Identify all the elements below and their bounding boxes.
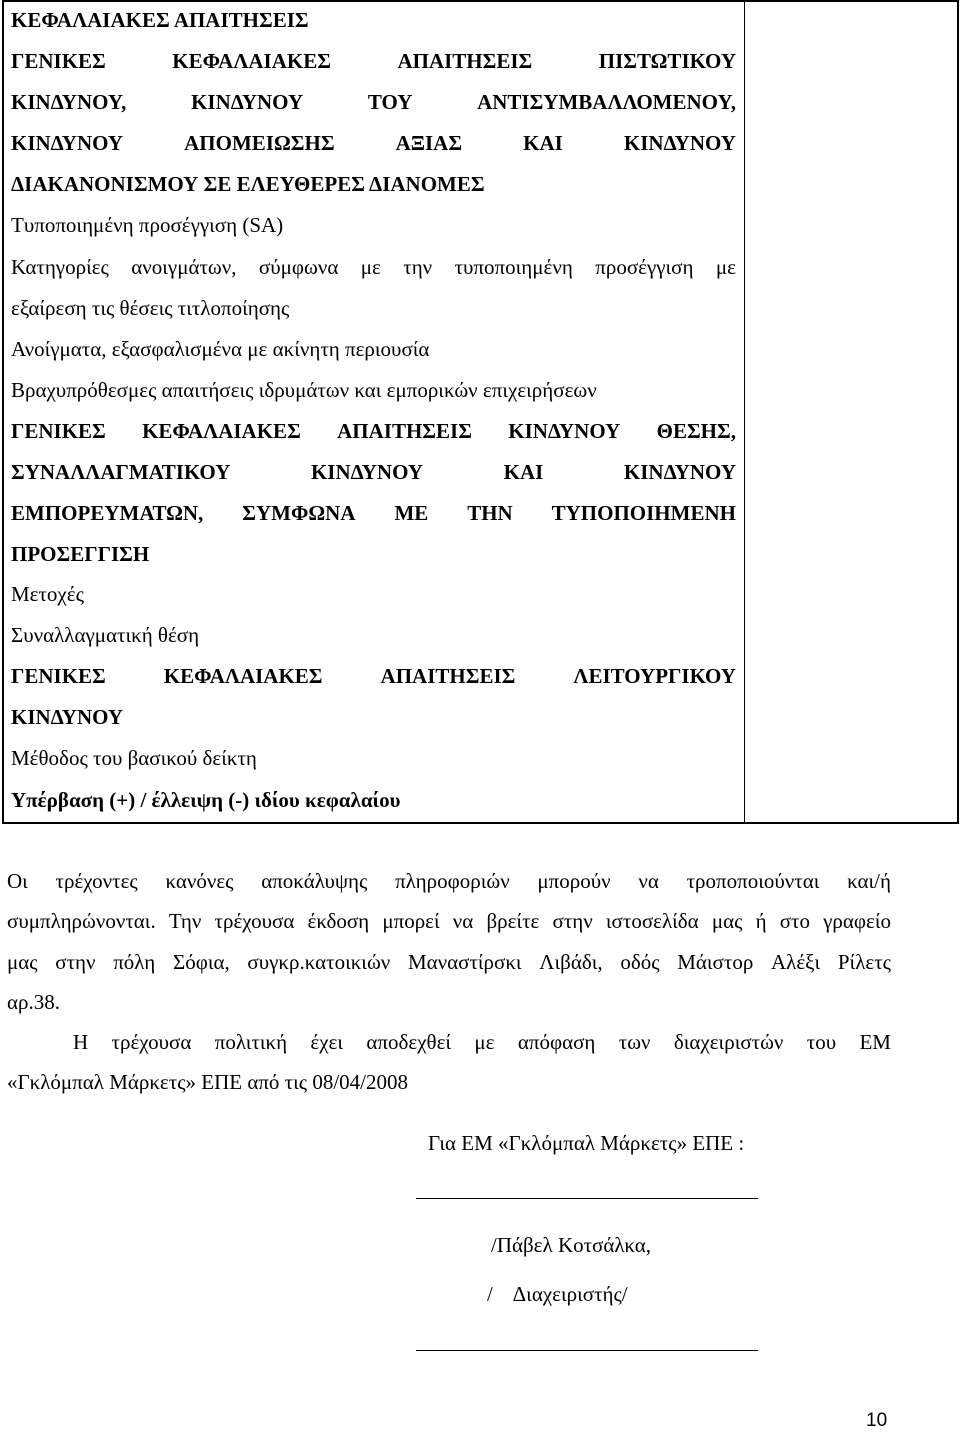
table-row-6: Τυποποιημένη προσέγγιση (SA): [11, 213, 284, 237]
table-row-7: [11, 255, 736, 279]
table-row-word: την: [403, 255, 433, 279]
footer-word: συμπληρώνονται.: [7, 909, 156, 933]
table-row-11: [11, 419, 736, 443]
table-row-word: ανοιγμάτων,: [131, 255, 237, 279]
table-row-word: με: [360, 255, 381, 279]
table-row-word: ΠΙΣΤΩΤΙΚΟΥ: [598, 49, 736, 73]
table-row-word: ΓΕΝΙΚΕΣ: [11, 419, 106, 443]
footer-word: Την: [168, 909, 202, 933]
table-row-16: Συναλλαγματική θέση: [11, 623, 200, 647]
table-column-divider: [744, 2, 745, 822]
footer-word: Αλέξι: [771, 950, 821, 974]
table-row-word: ΣΥΝΑΛΛΑΓΜΑΤΙΚΟΥ: [11, 460, 231, 484]
signatory-role: / Διαχειριστής/: [487, 1282, 628, 1306]
footer-word: γραφείο: [823, 909, 891, 933]
table-row-1: ΚΕΦΑΛΑΙΑΚΕΣ ΑΠΑΙΤΗΣΕΙΣ: [11, 8, 309, 32]
footer-word: μπορεί: [382, 909, 440, 933]
table-row-10: Βραχυπρόθεσμες απαιτήσεις ιδρυμάτων και εμπορικών επιχειρήσεων: [11, 378, 597, 402]
footer-word: διαχειριστών: [673, 1030, 784, 1054]
footer-para1-line1: [7, 869, 891, 893]
table-row-word: ΚΑΙ: [503, 460, 544, 484]
table-row-word: ΚΙΝΔΥΝΟΥ: [11, 131, 124, 155]
footer-word: πολιτική: [214, 1030, 288, 1054]
footer-word: πόλη: [113, 950, 156, 974]
footer-word: του: [806, 1030, 837, 1054]
table-row-word: ΑΠΑΙΤΗΣΕΙΣ: [397, 49, 533, 73]
footer-word: Η: [73, 1030, 89, 1054]
table-row-word: ΑΠΟΜΕΙΩΣΗΣ: [184, 131, 335, 155]
table-row-3: [11, 90, 736, 114]
footer-word: με: [474, 1030, 495, 1054]
footer-word: βρείτε: [486, 909, 540, 933]
table-row-word: ΛΕΙΤΟΥΡΓΙΚΟΥ: [573, 664, 736, 688]
table-row-word: ΚΕΦΑΛΑΙΑΚΕΣ: [142, 419, 301, 443]
table-row-word: ΘΕΣΗΣ,: [656, 419, 736, 443]
table-row-word: ΜΕ: [394, 501, 429, 525]
table-row-20: Υπέρβαση (+) / έλλειψη (-) ιδίου κεφαλαίου: [11, 788, 401, 812]
footer-word: να: [638, 869, 659, 893]
footer-word: τροποποιούνται: [686, 869, 820, 893]
footer-word: τρέχουσα: [214, 909, 295, 933]
table-row-word: ΤΗΝ: [467, 501, 513, 525]
table-row-word: με: [715, 255, 736, 279]
table-row-word: ΑΠΑΙΤΗΣΕΙΣ: [337, 419, 472, 443]
page-number: 10: [866, 1410, 888, 1431]
footer-word: τρέχουσα: [111, 1030, 192, 1054]
footer-para2-line2: «Γκλόμπαλ Μάρκετς» ΕΠΕ από τις 08/04/2008: [7, 1070, 409, 1094]
footer-word: μας: [7, 950, 38, 974]
footer-para2-line1: [73, 1030, 891, 1054]
footer-word: των: [618, 1030, 651, 1054]
table-row-word: ΓΕΝΙΚΕΣ: [11, 664, 106, 688]
table-row-8: εξαίρεση τις θέσεις τιτλοποίησης: [11, 296, 290, 320]
signatory-name: /Πάβελ Κοτσάλκα,: [491, 1233, 652, 1257]
table-row-word: προσέγγιση: [595, 255, 694, 279]
footer-word: Μαναστίρσκι: [407, 950, 522, 974]
capital-requirements-table: [2, 0, 959, 824]
table-row-word: ΚΙΝΔΥΝΟΥ: [191, 90, 304, 114]
footer-word: κανόνες: [165, 869, 234, 893]
footer-word: μας: [711, 909, 743, 933]
table-row-word: ΚΙΝΔΥΝΟΥ: [508, 419, 621, 443]
table-row-word: σύμφωνα: [258, 255, 339, 279]
table-row-12: [11, 460, 736, 484]
table-row-word: ΤΥΠΟΠΟΙΗΜΕΝΗ: [551, 501, 736, 525]
footer-word: τρέχοντες: [55, 869, 138, 893]
footer-word: ιστοσελίδα: [605, 909, 699, 933]
table-row-word: ΑΠΑΙΤΗΣΕΙΣ: [380, 664, 516, 688]
footer-word: πληροφοριών: [395, 869, 510, 893]
footer-word: οδός: [620, 950, 660, 974]
footer-word: απόφαση: [517, 1030, 596, 1054]
footer-word: στην: [55, 950, 96, 974]
table-row-word: ΚΙΝΔΥΝΟΥ: [310, 460, 424, 484]
footer-word: να: [452, 909, 474, 933]
signature-line-bottom: [416, 1350, 758, 1351]
table-row-2: [11, 49, 736, 73]
footer-word: ή: [755, 909, 767, 933]
table-row-4: [11, 131, 736, 155]
table-row-14: ΠΡΟΣΕΓΓΙΣΗ: [11, 542, 150, 566]
footer-word: ΕΜ: [859, 1030, 891, 1054]
footer-word: Μάιστορ: [677, 950, 754, 974]
table-row-word: τυποποιημένη: [454, 255, 573, 279]
footer-word: έχει: [310, 1030, 344, 1054]
table-row-word: ΚΙΝΔΥΝΟΥ: [623, 131, 736, 155]
table-row-19: Μέθοδος του βασικού δείκτη: [11, 746, 257, 770]
footer-word: αποδεχθεί: [366, 1030, 452, 1054]
table-row-word: ΚΙΝΔΥΝΟΥ: [623, 460, 736, 484]
signature-line-top: [416, 1198, 758, 1199]
table-row-word: ΕΜΠΟΡΕΥΜΑΤΩΝ,: [11, 501, 204, 525]
table-row-word: ΚΕΦΑΛΑΙΑΚΕΣ: [172, 49, 331, 73]
footer-word: συγκρ.κατοικιών: [247, 950, 391, 974]
footer-word: Ρίλετς: [837, 950, 891, 974]
table-row-word: ΚΙΝΔΥΝΟΥ,: [11, 90, 127, 114]
footer-para1-line2: [7, 909, 891, 933]
signature-for-line: Για ΕΜ «Γκλόμπαλ Μάρκετς» ΕΠΕ :: [428, 1131, 745, 1155]
table-row-17: [11, 664, 736, 688]
table-row-18: ΚΙΝΔΥΝΟΥ: [11, 705, 124, 729]
table-row-word: ΑΞΙΑΣ: [395, 131, 463, 155]
footer-word: στην: [552, 909, 593, 933]
footer-word: Σόφια,: [172, 950, 230, 974]
table-row-word: ΤΟΥ: [367, 90, 413, 114]
footer-word: και/ή: [847, 869, 891, 893]
table-row-word: ΚΕΦΑΛΑΙΑΚΕΣ: [163, 664, 323, 688]
footer-word: αποκάλυψης: [261, 869, 368, 893]
table-row-5: ΔΙΑΚΑΝΟΝΙΣΜΟΥ ΣΕ ΕΛΕΥΘΕΡΕΣ ΔΙΑΝΟΜΕΣ: [11, 172, 485, 196]
footer-word: έκδοση: [307, 909, 370, 933]
table-row-9: Ανοίγματα, εξασφαλισμένα με ακίνητη περιουσία: [11, 337, 430, 361]
footer-word: μπορούν: [537, 869, 611, 893]
footer-para1-line3: [7, 950, 891, 974]
footer-word: Οι: [7, 869, 28, 893]
footer-word: Λιβάδι,: [539, 950, 603, 974]
table-row-word: ΣΥΜΦΩΝΑ: [242, 501, 356, 525]
table-row-15: Μετοχές: [11, 582, 84, 606]
table-row-word: Κατηγορίες: [11, 255, 109, 279]
footer-para1-line4: αρ.38.: [7, 990, 60, 1014]
footer-word: στο: [779, 909, 810, 933]
table-row-word: ΑΝΤΙΣΥΜΒΑΛΛΟΜΕΝΟΥ,: [477, 90, 736, 114]
table-row-word: ΚΑΙ: [523, 131, 563, 155]
table-row-13: [11, 501, 736, 525]
table-row-word: ΓΕΝΙΚΕΣ: [11, 49, 106, 73]
